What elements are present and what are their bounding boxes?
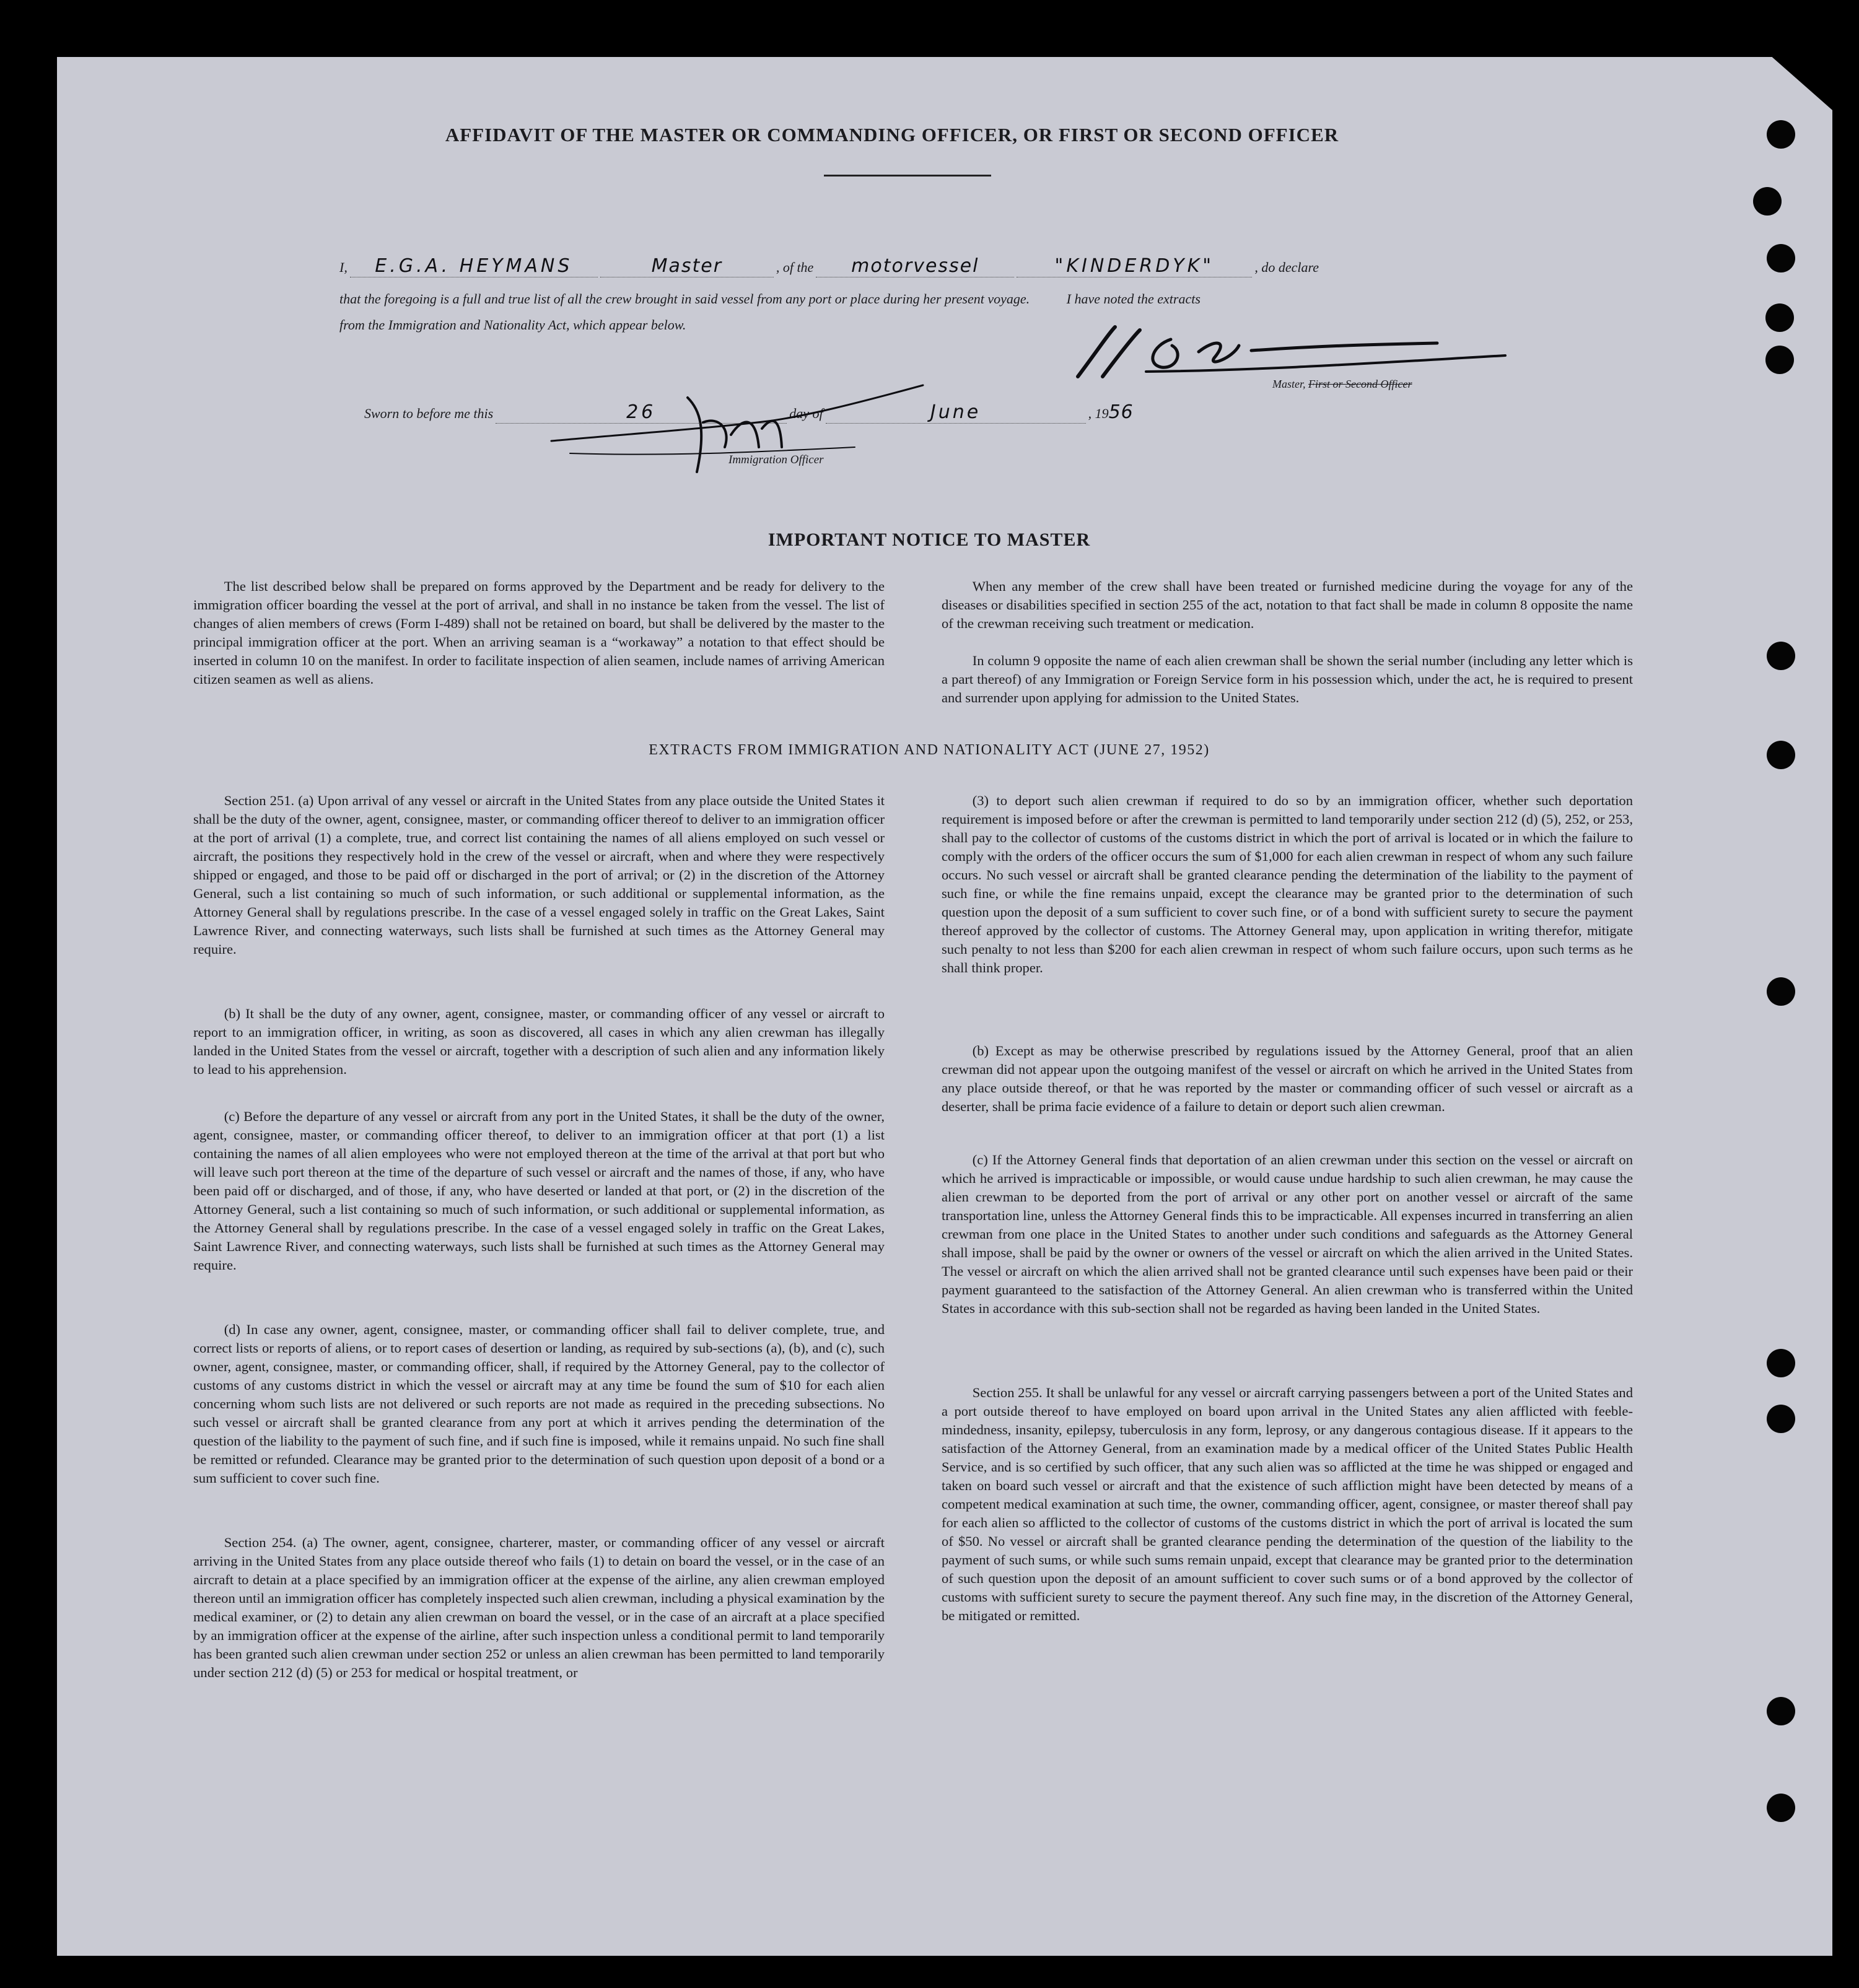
binder-hole-icon — [1767, 1405, 1795, 1433]
of-the-label: , of the — [776, 259, 814, 275]
binder-hole-icon — [1767, 120, 1795, 149]
binder-hole-icon — [1767, 1794, 1795, 1822]
binder-hole-icon — [1767, 1349, 1795, 1377]
declaration-line — [339, 255, 1319, 277]
binder-hole-icon — [1767, 1697, 1795, 1725]
master-name-field: E.G.A. HEYMANS — [350, 255, 598, 277]
binder-hole-icon — [1767, 244, 1795, 272]
binder-hole-icon — [1753, 187, 1782, 216]
notice-right-paragraph-2: In column 9 opposite the name of each alien crewman shall be shown the serial number (including any letter which is a part thereof) of any Immigration or Foreign Service form in his possession which, under the act, he is required to present and surrender upon applying for admission to the United States. — [942, 653, 1633, 705]
master-label: Master, — [1272, 378, 1306, 390]
extract-right-section-255: Section 255. It shall be unlawful for any vessel or aircraft carrying passengers between a port of the United States and a port outside thereof to have employed on board upon arrival in the United States any alien afflicted with feeble-mindedness, insanity, epilepsy, tuberculosis in any form, leprosy, or any dangerous contagious disease. If it appears to the satisfaction of the Attorney General, from an examination made by a medical officer of the United States Public Health Service, and is so certified by such officer, that any such alien was so afflicted at the time he was shipped or engaged and taken on board such vessel or aircraft and that the existence of such affliction might have been detected by means of a competent medical examination at such time, the owner, commanding officer, agent, consignee, or master thereof shall pay for each alien so afflicted to the collector of customs of the customs district in which the port of arrival is located the sum of $50. No vessel or aircraft shall be granted clearance pending the determination of the question of the liability to the payment of such sums, or while such sums remain unpaid, except that clearance may be granted prior to the determination of such question upon the deposit of an amount sufficient to cover such sums or of a bond approved by the collector of customs with sufficient surety to secure the payment thereof. Any such fine may, in the discretion of the Attorney General, be mitigated or remitted. — [942, 1385, 1633, 1623]
binder-hole-icon — [1765, 303, 1794, 332]
extract-left-section-251c: (c) Before the departure of any vessel or aircraft from any port in the United States, it shall be the duty of the owner, agent, consignee, master, or commanding officer thereof, to deliver to an immigration officer at that port (1) a list containing the names of all alien employees who were not employed thereon at the time of the arrival at that port but who will leave such port thereon at the time of the departure of such vessel or aircraft and the names of those, if any, who have been paid off or discharged, and of those, if any, who have deserted or landed at that port, or (2) in the discretion of the Attorney General, such a list containing so much of such information, or such additional or supplemental information, as the Attorney General shall by regulations prescribe. In the case of a vessel engaged solely in traffic on the Great Lakes, Saint Lawrence River, and connecting waterways, such lists shall be furnished at such times as the Attorney General may require. — [193, 1109, 885, 1273]
do-declare-label: , do declare — [1254, 259, 1319, 275]
officer-label-struck: First or Second Officer — [1308, 378, 1412, 390]
extract-right-section-254a-cont: (3) to deport such alien crewman if required to do so by an immigration officer, whether such deportation requirement is imposed before or after the crewman is permitted to land temporarily under section 212 (d) (5), 252, or 253, shall pay to the collector of customs of the customs district in which the port of arrival is located or in which the failure to comply with the orders of the officer occurs the sum of $1,000 for each alien crewman in respect of whom any such failure occurs. No such vessel or aircraft shall be granted clearance pending the determination of the liability to the payment of such fine, or while the fine remains unpaid, except the clearance may be granted prior to the determination of such question upon the deposit of a sum sufficient to cover such fine, or of a bond with sufficient surety to secure the payment thereof approved by the collector of customs. The Attorney General may, upon application in writing therefor, mitigate such penalty to not less than $200 for each alien crewman in respect of whom such failure occurs, upon such terms as he shall think proper. — [942, 793, 1633, 975]
statement-text: that the foregoing is a full and true list of all the crew brought in said vessel from any port or place during her present voyage. — [339, 291, 1030, 307]
signature-master-icon — [1028, 315, 1511, 389]
year-prefix: , 19 — [1088, 406, 1109, 421]
vessel-type-field: motorvessel — [816, 255, 1014, 277]
extracts-title: EXTRACTS FROM IMMIGRATION AND NATIONALITY ACT (JUNE 27, 1952) — [649, 742, 1210, 758]
notice-right-paragraph-1: When any member of the crew shall have been treated or furnished medicine during the voyage for any of the diseases or disabilities specified in section 255 of the act, notation to that fact shall be made in column 8 opposite the name of the crewman receiving such treatment or medication. — [942, 578, 1633, 631]
statement-line-2: from the Immigration and Nationality Act, which appear below. — [339, 317, 686, 333]
binder-hole-icon — [1767, 642, 1795, 670]
month-field: June — [826, 401, 1086, 424]
immigration-officer-label: Immigration Officer — [728, 453, 824, 466]
day-field: 26 — [496, 401, 787, 424]
binder-hole-icon — [1767, 741, 1795, 769]
statement-line-1 — [339, 291, 1201, 307]
vessel-name-field: "KINDERDYK" — [1017, 255, 1252, 277]
extract-left-section-251d: (d) In case any owner, agent, consignee, master, or commanding officer shall fail to deliver complete, true, and correct lists or reports of aliens, or to report cases of desertion or landing, as required by sub-sections (a), (b), and (c), such owner, agent, consignee, master, or commanding officer, shall, if required by the Attorney General, pay to the collector of customs of any customs district in which the vessel or aircraft may at any time be found the sum of $10 for each alien concerning whom such lists are not delivered or such reports are not made as required in the preceding subsections. No such vessel or aircraft shall be granted clearance from any port at which it arrives pending the determination of the question of the liability to the payment of such fine, and if such fine is imposed, while it remains unpaid. No such fine shall be remitted or refunded. Clearance may be granted prior to the determination of such question upon deposit of a bond or a sum sufficient to cover such fine. — [193, 1322, 885, 1486]
extract-right-section-254c: (c) If the Attorney General finds that deportation of an alien crewman under this section on the vessel or aircraft on which he arrived is impracticable or impossible, or would cause undue hardship to such alien crewman, he may cause the alien crewman to be deported from the port of arrival or any other port on another vessel or aircraft of the same transportation line, unless the Attorney General finds this to be impracticable. All expenses incurred in transferring an alien crewman from one place in the United States to another under such conditions and safeguards as the Attorney General shall impose, shall be paid by the owner or owners of the vessel or aircraft on which the alien arrived in the United States. The vessel or aircraft on which the alien arrived shall not be granted clearance until such expenses have been paid or their payment guaranteed to the satisfaction of the Attorney General. An alien crewman who is transferred within the United States in accordance with this sub-section shall not be regarded as having been landed in the United States. — [942, 1152, 1633, 1316]
year-field: 56 — [1108, 401, 1134, 423]
day-of-label: day of — [789, 406, 823, 421]
extract-left-section-251b: (b) It shall be the duty of any owner, agent, consignee, master, or commanding officer of any vessel or aircraft to report to an immigration officer, in writing, as soon as discovered, all cases in which any alien crewman has illegally landed in the United States from the vessel or aircraft, together with a description of such alien and any information likely to lead to his apprehension. — [193, 1006, 885, 1077]
i-prefix: I, — [339, 259, 348, 275]
extract-right-section-254b: (b) Except as may be otherwise prescribed by regulations issued by the Attorney General, proof that an alien crewman did not appear upon the outgoing manifest of the vessel or aircraft on which he arrived in the United States from any place outside thereof, or that he was reported by the master or commanding officer of such vessel or aircraft as a deserter, shall be prima facie evidence of a failure to detain or deport such alien crewman. — [942, 1043, 1633, 1114]
notice-title: IMPORTANT NOTICE TO MASTER — [768, 530, 1091, 550]
statement-extracts: I have noted the extracts — [1066, 291, 1201, 307]
extract-left-section-251a: Section 251. (a) Upon arrival of any vessel or aircraft in the United States from any place outside the United States it shall be the duty of the owner, agent, consignee, master, or commanding officer thereof to deliver to an immigration officer at the port of arrival (1) a complete, true, and correct list containing the names of all aliens employed on such vessel or aircraft, the positions they respectively hold in the crew of the vessel or aircraft, when and where they were respectively shipped or engaged, and those to be paid off or discharged in the port of arrival; or (2) in the discretion of the Attorney General, such a list containing so much of such information, or such additional or supplemental information, as the Attorney General shall by regulations prescribe. In the case of a vessel engaged solely in traffic on the Great Lakes, Saint Lawrence River, and connecting waterways, such lists shall be furnished at such times as the Attorney General may require. — [193, 793, 885, 957]
notice-left-paragraph: The list described below shall be prepared on forms approved by the Department and be ready for delivery to the immigration officer boarding the vessel at the port of arrival, and shall in no instance be taken from the vessel. The list of changes of alien members of crews (Form I-489) shall not be retained on board, but shall be delivered by the master to the principal immigration officer at the port. When an arriving seaman is a “workaway” a notation to that effect should be inserted in column 10 on the manifest. In order to facilitate inspection of alien seamen, include names of arriving American citizen seamen as well as aliens. — [193, 578, 885, 687]
affidavit-title: AFFIDAVIT OF THE MASTER OR COMMANDING OFFICER, OR FIRST OR SECOND OFFICER — [445, 124, 1339, 146]
master-signature-label — [1272, 378, 1412, 391]
rank-field: Master — [600, 255, 774, 277]
binder-hole-icon — [1765, 346, 1794, 374]
title-divider — [824, 175, 991, 177]
sworn-label: Sworn to before me this — [364, 406, 494, 421]
extract-left-section-254a: Section 254. (a) The owner, agent, consignee, charterer, master, or commanding officer of any vessel or aircraft arriving in the United States from any place outside thereof who fails (1) to detain on board the vessel, or in the case of an aircraft to detain at a place specified by an immigration officer at the expense of the airline, any alien crewman employed thereon until an immigration officer has completely inspected such alien crewman, including a physical examination by the medical examiner, or (2) to detain any alien crewman on board the vessel, or in the case of an aircraft at a place specified by an immigration officer at the expense of the airline, after such inspection unless a conditional permit to land temporarily has been granted such alien crewman under section 252 or unless an alien crewman has been permitted to land temporarily under section 212 (d) (5) or 253 for medical or hospital treatment, or — [193, 1535, 885, 1680]
binder-hole-icon — [1767, 977, 1795, 1006]
